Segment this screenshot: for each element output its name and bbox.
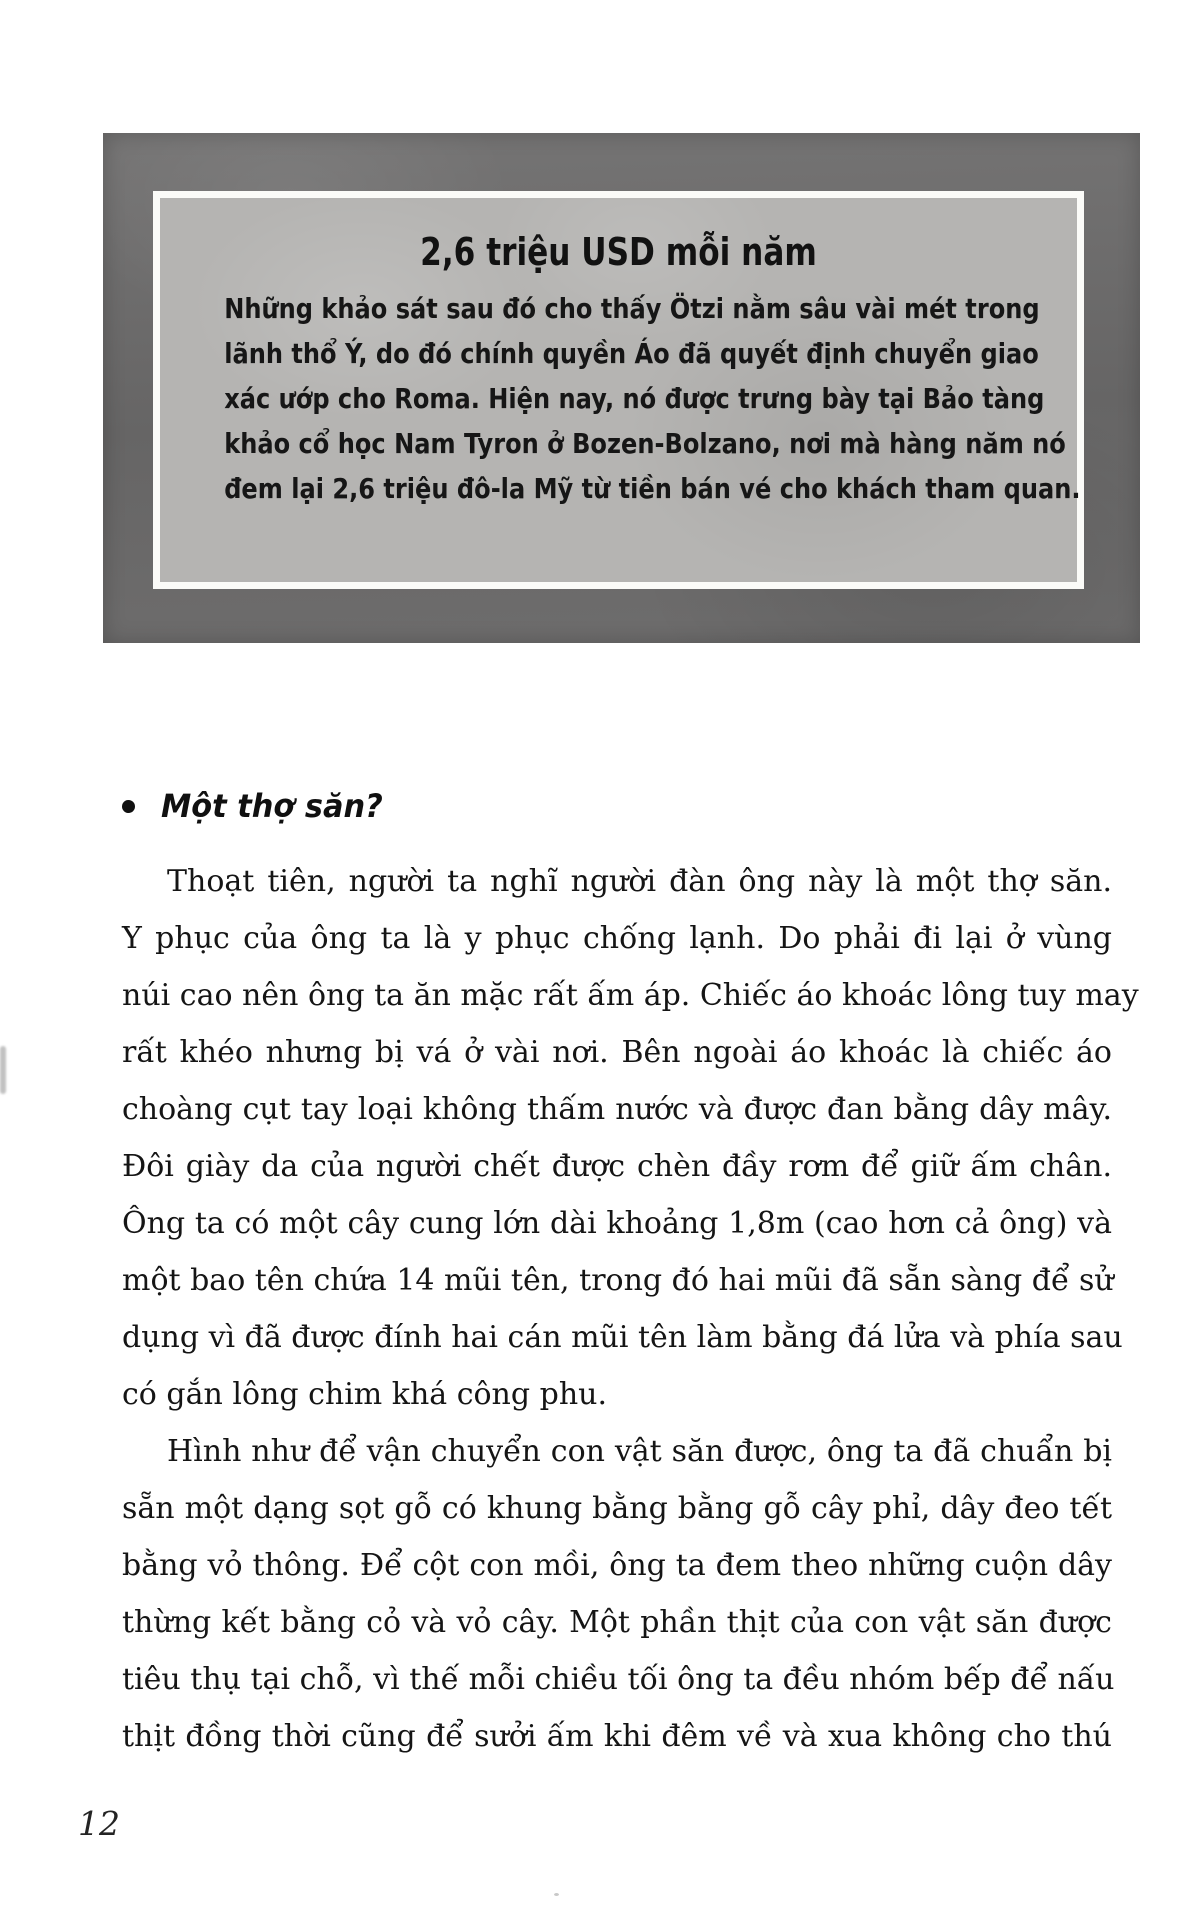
text-line: dụng vì đã được đính hai cán mũi tên làm bằng đá lửa và phía sau: [122, 1320, 1123, 1355]
text-line: Thoạt tiên, người ta nghĩ người đàn ông này là một thợ săn.: [167, 864, 1112, 899]
bullet-icon: [122, 800, 135, 813]
text-line: lãnh thổ Ý, do đó chính quyền Áo đã quyết định chuyển giao: [224, 337, 1039, 370]
text-line: đem lại 2,6 triệu đô-la Mỹ từ tiền bán vé cho khách tham quan.: [224, 472, 1081, 505]
text-line: Đôi giày da của người chết được chèn đầy rơm để giữ ấm chân.: [122, 1149, 1112, 1184]
text-line: xác ướp cho Roma. Hiện nay, nó được trưng bày tại Bảo tàng: [224, 382, 1045, 415]
text-line: khảo cổ học Nam Tyron ở Bozen-Bolzano, nơi mà hàng năm nó: [224, 427, 1066, 460]
paragraph: [122, 853, 1139, 1423]
text-line: Những khảo sát sau đó cho thấy Ötzi nằm sâu vài mét trong: [224, 292, 1040, 325]
text-line: Y phục của ông ta là y phục chống lạnh. Do phải đi lại ở vùng: [122, 921, 1112, 956]
text-line: rất khéo nhưng bị vá ở vài nơi. Bên ngoài áo khoác là chiếc áo: [122, 1035, 1112, 1070]
info-box: [103, 133, 1140, 643]
text-line: tiêu thụ tại chỗ, vì thế mỗi chiều tối ông ta đều nhóm bếp để nấu: [122, 1662, 1115, 1697]
text-line: có gắn lông chim khá công phu.: [122, 1377, 607, 1412]
text-line: Ông ta có một cây cung lớn dài khoảng 1,8m (cao hơn cả ông) và: [122, 1206, 1112, 1241]
info-box-body: [160, 286, 1081, 511]
text-line: một bao tên chứa 14 mũi tên, trong đó hai mũi đã sẵn sàng để sử: [122, 1263, 1114, 1298]
body-text: [122, 853, 1139, 1765]
text-line: Hình như để vận chuyển con vật săn được, ông ta đã chuẩn bị: [167, 1434, 1112, 1469]
text-line: choàng cụt tay loại không thấm nước và được đan bằng dây mây.: [122, 1092, 1112, 1127]
section-heading: [122, 786, 394, 826]
scan-smudge: [0, 1046, 6, 1094]
text-line: bằng vỏ thông. Để cột con mồi, ông ta đem theo những cuộn dây: [122, 1548, 1112, 1583]
text-line: núi cao nên ông ta ăn mặc rất ấm áp. Chiếc áo khoác lông tuy may: [122, 978, 1139, 1013]
text-line: thịt đồng thời cũng để sưởi ấm khi đêm về và xua không cho thú: [122, 1719, 1112, 1754]
section-heading-label: Một thợ săn?: [161, 787, 383, 825]
text-line: sẵn một dạng sọt gỗ có khung bằng bằng gỗ cây phỉ, dây đeo tết: [122, 1491, 1112, 1526]
page-number: 12: [78, 1804, 120, 1843]
info-box-panel: [153, 191, 1084, 589]
paragraph: [122, 1423, 1115, 1765]
text-line: thừng kết bằng cỏ và vỏ cây. Một phần thịt của con vật săn được: [122, 1605, 1112, 1640]
info-box-title: 2,6 triệu USD mỗi năm: [420, 230, 817, 274]
scan-speck: [554, 1893, 559, 1896]
